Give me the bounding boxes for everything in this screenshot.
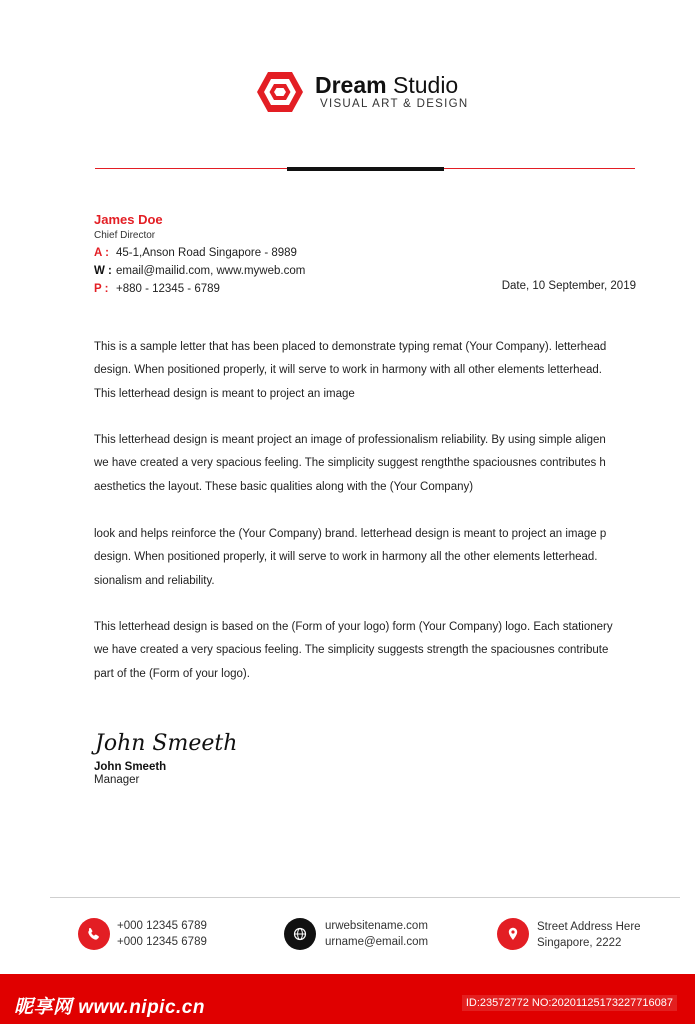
handwritten-signature (93, 722, 238, 762)
footer-website: urwebsitename.com (325, 920, 428, 932)
brand-name (315, 72, 458, 99)
brand-name-bold: Dream (315, 72, 387, 98)
footer-phone-2: +000 12345 6789 (117, 935, 207, 948)
web-key: W : (94, 265, 112, 277)
sender-role: Chief Director (94, 230, 156, 241)
paragraph-line: we have created a very spacious feeling. The simplicity suggest rengththe spaciousnes contributes h (94, 457, 606, 470)
paragraph-line: aesthetics the layout. These basic qualities along with the (Your Company) (94, 480, 474, 493)
footer-web (325, 919, 428, 950)
phone-key: P : (94, 283, 109, 295)
paragraph-4 (94, 616, 654, 686)
paragraph-line: look and helps reinforce the (Your Company) brand. letterhead design is meant to project an image p (94, 528, 607, 540)
sender-phone (94, 283, 220, 295)
paragraph-line: This letterhead design is meant project an image of professionalism reliability. By using simple aligen (94, 434, 606, 446)
header-divider-black (287, 167, 444, 171)
address-key: A : (94, 247, 109, 259)
sender-web (94, 265, 305, 277)
brand-name-light: Studio (386, 72, 459, 98)
footer-address-2: Singapore, 2222 (537, 936, 622, 949)
paragraph-2 (94, 429, 654, 499)
signature-script: John Smeeth (95, 731, 238, 756)
paragraph-line: part of the (Form of your logo). (94, 667, 250, 680)
paragraph-line: This letterhead design is meant to project an image (94, 387, 355, 400)
watermark-id: ID:23572772 NO:20201125173227716087 (462, 995, 677, 1011)
paragraph-line: This is a sample letter that has been placed to demonstrate typing remat (Your Company). letterhead (94, 341, 607, 353)
globe-icon (284, 918, 316, 950)
sender-name: James Doe (94, 212, 163, 227)
signer-role: Manager (94, 774, 140, 786)
web-value: email@mailid.com, www.myweb.com (116, 265, 306, 277)
sender-address (94, 247, 297, 259)
footer-divider (50, 897, 680, 898)
signer-name: John Smeeth (94, 761, 167, 773)
address-value: 45-1,Anson Road Singapore - 8989 (116, 247, 297, 259)
brand-tagline: VISUAL ART & DESIGN (320, 98, 469, 110)
watermark-logo: 昵享网 www.nipic.cn (14, 997, 205, 1018)
paragraph-3 (94, 523, 654, 593)
paragraph-1 (94, 336, 654, 406)
paragraph-line: design. When positioned properly, it will serve to work in harmony with all other elements letterhead. (94, 364, 602, 377)
footer-address (537, 920, 641, 951)
paragraph-line: design. When positioned properly, it will serve to work in harmony all the other elements letterhead. (94, 551, 598, 564)
paragraph-line: This letterhead design is based on the (Form of your logo) form (Your Company) logo. Each stationery (94, 621, 613, 633)
hexagon-logo-icon (255, 70, 305, 114)
footer-address-1: Street Address Here (537, 921, 641, 933)
footer-email: urname@email.com (325, 935, 429, 948)
phone-icon (78, 918, 110, 950)
paragraph-line: we have created a very spacious feeling. The simplicity suggests strength the spaciousnes contribute (94, 644, 609, 657)
footer-phone-1: +000 12345 6789 (117, 920, 207, 932)
phone-value: +880 - 12345 - 6789 (116, 283, 220, 295)
paragraph-line: sionalism and reliability. (94, 574, 215, 587)
letter-date: Date, 10 September, 2019 (501, 280, 636, 292)
location-pin-icon (497, 918, 529, 950)
footer-phone (117, 919, 207, 950)
